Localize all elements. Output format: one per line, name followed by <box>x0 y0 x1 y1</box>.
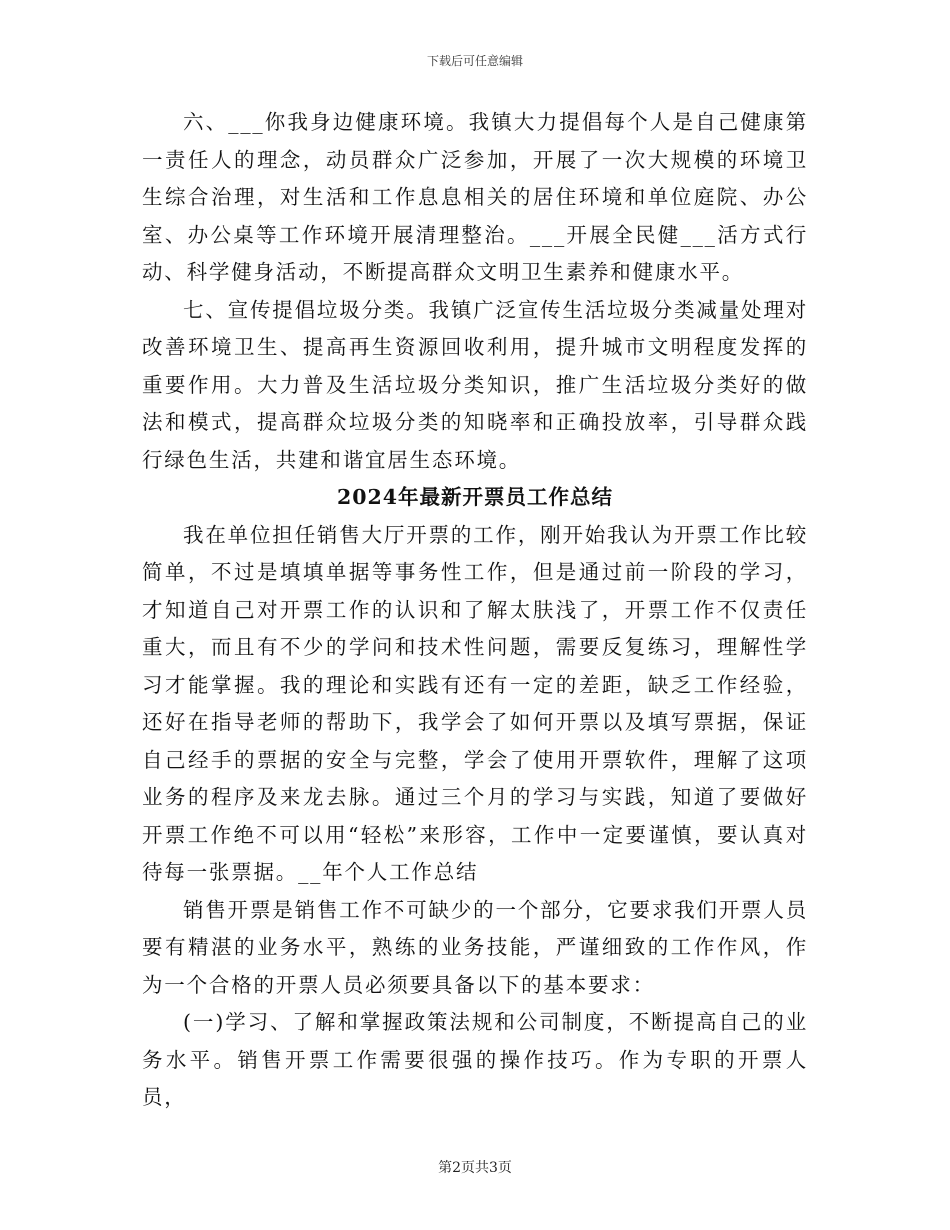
paragraph-intro: 我在单位担任销售大厅开票的工作，刚开始我认为开票工作比较简单，不过是填填单据等事务性工作，但是通过前一阶段的学习，才知道自己对开票工作的认识和了解太肤浅了，开票工作不仅责任重大，而且有不少的学问和技术性问题，需要反复练习，理解性学习才能掌握。我的理论和实践有还有一定的差距，缺乏工作经验，还好在指导老师的帮助下，我学会了如何开票以及填写票据，保证自己经手的票据的安全与完整，学会了使用开票软件，理解了这项业务的程序及来龙去脉。通过三个月的学习与实践，知道了要做好开票工作绝不可以用“轻松”来形容，工作中一定要谨慎，要认真对待每一张票据。__年个人工作总结 <box>142 522 808 884</box>
paragraph-seven: 七、宣传提倡垃圾分类。我镇广泛宣传生活垃圾分类减量处理对改善环境卫生、提高再生资源回收利用，提升城市文明程度发挥的重要作用。大力普及生活垃圾分类知识，推广生活垃圾分类好的做法和模式，提高群众垃圾分类的知晓率和正确投放率，引导群众践行绿色生活，共建和谐宜居生态环境。 <box>142 297 808 472</box>
paragraph-sales: 销售开票是销售工作不可缺少的一个部分，它要求我们开票人员要有精湛的业务水平，熟练的业务技能，严谨细致的工作作风，作为一个合格的开票人员必须要具备以下的基本要求： <box>142 897 808 997</box>
paragraph-six: 六、___你我身边健康环境。我镇大力提倡每个人是自己健康第一责任人的理念，动员群众广泛参加，开展了一次大规模的环境卫生综合治理，对生活和工作息息相关的居住环境和单位庭院、办公室、办公桌等工作环境开展清理整治。___开展全民健___活方式行动、科学健身活动，不断提高群众文明卫生素养和健康水平。 <box>142 110 808 284</box>
paragraph-item-one: (一)学习、了解和掌握政策法规和公司制度，不断提高自己的业务水平。销售开票工作需要很强的操作技巧。作为专职的开票人员， <box>142 1010 808 1109</box>
header-note: 下载后可任意编辑 <box>426 54 523 68</box>
document-body <box>142 104 808 1117</box>
section-title: 2024年最新开票员工作总结 <box>336 485 614 509</box>
page-number: 第2页共3页 <box>438 1160 512 1176</box>
